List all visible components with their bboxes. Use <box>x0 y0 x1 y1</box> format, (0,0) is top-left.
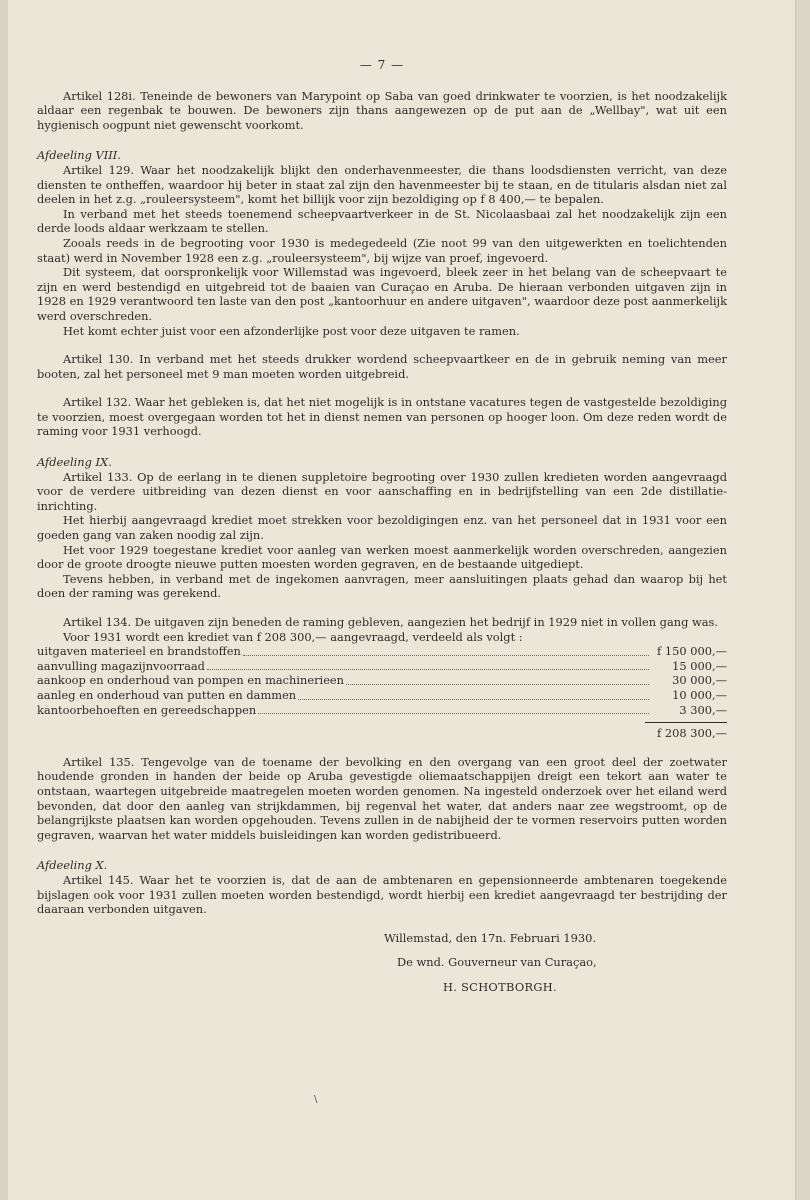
paragraph-separate-post: Het komt echter juist voor een afzonderlijke post voor deze uitgaven te ramen. <box>63 323 520 338</box>
budget-row <box>37 703 727 718</box>
budget-row-label: aankoop en onderhoud van pompen en machinerieen <box>37 673 345 688</box>
paragraph-connections: Tevens hebben, in verband met de ingekomen aanvragen, meer aansluitingen plaats gehad dan waarop bij het doen der raming was gerekend. <box>37 571 727 601</box>
signatory-name: H. SCHOTBORGH. <box>443 979 557 994</box>
budget-row-amount: 15 000,— <box>672 658 727 673</box>
dot-leader <box>258 713 649 714</box>
budget-total: f 208 300,— <box>657 726 727 741</box>
budget-row-label: uitgaven materieel en brandstoffen <box>37 644 241 659</box>
place-date: Willemstad, den 17n. Februari 1930. <box>384 930 596 945</box>
paragraph-systeem: Dit systeem, dat oorspronkelijk voor Willemstad was ingevoerd, bleek zeer in het belang van de scheepvaart te zijn en werd bestendigd en uitgebreid tot de baaien van Curaçao en Aruba. De hieraan verbonden uitgaven zijn in 1928 en 1929 verantwoord ten laste van den post „kantoorhuur en andere uitgaven", waardoor deze post aanmerkelijk werd overschreden. <box>37 265 727 323</box>
paragraph-credit-salaries: Het hierbij aangevraagd krediet moet strekken voor bezoldigingen enz. van het personeel dat in 1931 voor een goeden gang van zaken noodig zal zijn. <box>37 513 727 543</box>
budget-row-amount: f 150 000,— <box>657 644 727 659</box>
paragraph-art130: Artikel 130. In verband met het steeds drukker wordend scheepvaartkeer en de in gebruik neming van meer booten, zal het personeel met 9 man moeten worden uitgebreid. <box>37 352 727 381</box>
paragraph-third-pilot: In verband met het steeds toenemend scheepvaartverkeer in de St. Nicolaasbaai zal het noodzakelijk zijn een derde loods aldaar werkzaam te stellen. <box>37 206 727 236</box>
dot-leader <box>298 699 649 700</box>
section-heading-ix: Afdeeling IX. <box>37 455 112 470</box>
paragraph-art132: Artikel 132. Waar het gebleken is, dat het niet mogelijk is in ontstane vacatures tegen de vastgestelde bezoldiging te voorzien, moest overgegaan worden tot het in dienst nemen van personen op hooger loon. Om deze reden wordt de raming voor 1931 verhoogd. <box>37 395 727 439</box>
page-right-edge <box>795 0 810 1200</box>
budget-row-label: aanleg en onderhoud van putten en dammen <box>37 687 297 702</box>
paragraph-art134-credit: Voor 1931 wordt een krediet van f 208 300,— aangevraagd, verdeeld als volgt : <box>63 629 523 644</box>
budget-row-label: kantoorbehoeften en gereedschappen <box>37 702 257 717</box>
section-heading-viii: Afdeeling VIII. <box>37 148 121 163</box>
budget-row <box>37 644 727 659</box>
budget-row-amount: 3 300,— <box>679 702 727 717</box>
budget-row-label: aanvulling magazijnvoorraad <box>37 658 205 673</box>
paragraph-art135: Artikel 135. Tengevolge van de toename der bevolking en den overgang van een groot deel der zoetwater houdende gronden in handen der beide op Aruba gevestigde oliemaatschappijen dreigt een tekort aan water te ontstaan, waartegen uitgebreide maatregelen moeten worden genomen. Na ingesteld onderzoek over het eiland werd bevonden, dat door den aanleg van strijkdammen, bij regenval het water, dat anders naar zee wegstroomt, op de belangrijkste plaatsen kan worden opgehouden. Tevens zullen in de nabijheid der te vormen reservoirs putten worden gegraven, waarvan het water middels buisleidingen kan worden gedistribueerd. <box>37 754 727 842</box>
budget-row <box>37 659 727 674</box>
section-heading-x: Afdeeling X. <box>37 858 108 873</box>
budget-row <box>37 688 727 703</box>
paragraph-art128i: Artikel 128i. Teneinde de bewoners van Marypoint op Saba van goed drinkwater te voorzien, is het noodzakelijk aldaar een regenbak te bouwen. De bewoners zijn thans aangewezen op de put aan de „Wellbay", wat uit een hygienisch oogpunt niet gewenscht voorkomt. <box>37 88 727 132</box>
budget-row <box>37 673 727 688</box>
dot-leader <box>243 655 649 656</box>
dot-leader <box>207 669 649 670</box>
page-left-edge <box>0 0 8 1200</box>
stray-ink-mark: \ <box>314 1094 318 1105</box>
paragraph-art134: Artikel 134. De uitgaven zijn beneden de raming gebleven, aangezien het bedrijf in 1929 niet in vollen gang was. <box>63 615 719 629</box>
paragraph-drought: Het voor 1929 toegestane krediet voor aanleg van werken moest aanmerkelijk worden overschreden, aangezien door de groote droogte nieuwe putten moesten worden gegraven, en de bestaande uitgediept. <box>37 542 727 572</box>
budget-table <box>37 644 727 741</box>
document-body <box>37 58 727 994</box>
page-number: — 7 — <box>359 58 405 72</box>
signatory-role: De wnd. Gouverneur van Curaçao, <box>397 955 597 970</box>
dot-leader <box>346 684 649 685</box>
paragraph-rouleersysteem: Zooals reeds in de begrooting voor 1930 is medegedeeld (Zie noot 99 van den uitgewerkten en toelichtenden staat) werd in November 1928 een z.g. „rouleersysteem", bij wijze van proef, ingevoerd. <box>37 235 727 265</box>
paragraph-art129: Artikel 129. Waar het noodzakelijk blijkt den onderhavenmeester, die thans loodsdiensten verricht, van deze diensten te ontheffen, waardoor hij beter in staat zal zijn den havenmeester bij te staan, en de titularis alsdan niet zal deelen in het z.g. „rouleersysteem", komt het billijk voor zijn bezoldiging op f 8 400,— te bepalen. <box>37 162 727 207</box>
paragraph-art145: Artikel 145. Waar het te voorzien is, dat de aan de ambtenaren en gepensionneerde ambtenaren toegekende bijslagen ook voor 1931 zullen moeten worden bestendigd, wordt hierbij een krediet aangevraagd ter bestrijding der daaraan verbonden uitgaven. <box>37 872 727 917</box>
budget-row-amount: 30 000,— <box>672 673 727 688</box>
budget-row-amount: 10 000,— <box>672 687 727 702</box>
total-rule <box>645 722 727 723</box>
paragraph-art133: Artikel 133. Op de eerlang in te dienen suppletoire begrooting over 1930 zullen kredieten worden aangevraagd voor de verdere uitbreiding van dezen dienst en voor aanschaffing en in bedrijfstelling van een 2de distillatie-inrichting. <box>37 469 727 513</box>
